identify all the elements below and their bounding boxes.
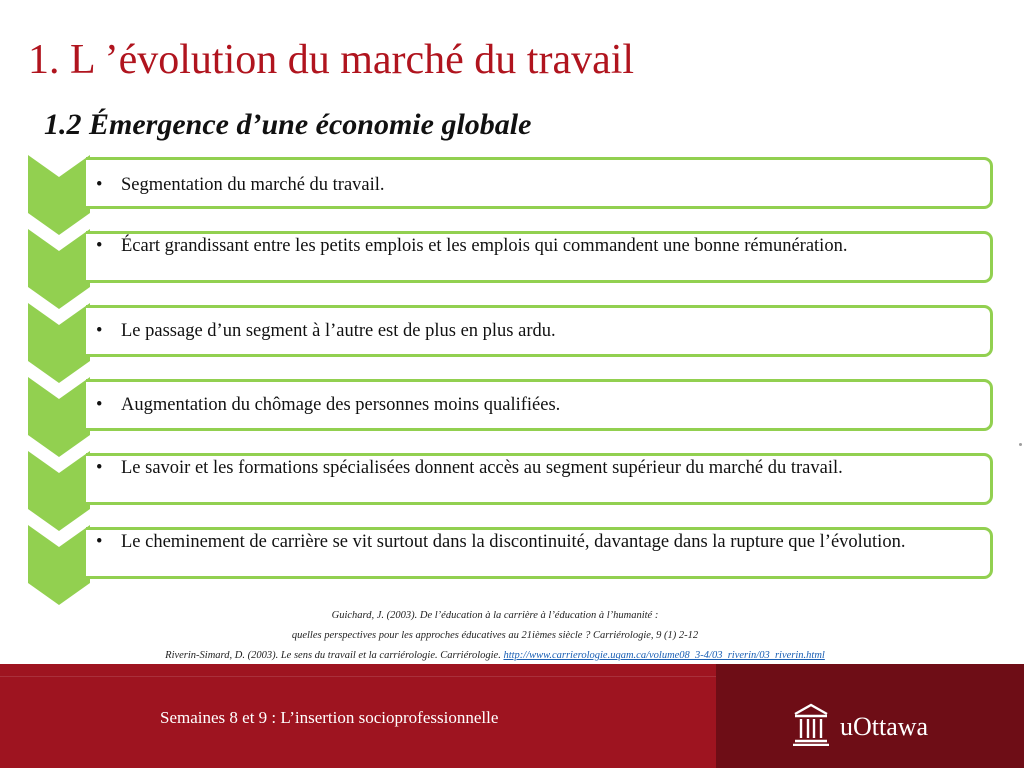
slide-subtitle: 1.2 Émergence d’une économie globale <box>44 108 532 141</box>
list-item <box>0 451 1024 531</box>
footer-divider <box>0 676 716 677</box>
course-title: Semaines 8 et 9 : L’insertion socioprofessionnelle <box>160 708 499 727</box>
item-text: Le passage d’un segment à l’autre est de plus en plus ardu. <box>121 321 556 341</box>
bullet-marker: • <box>96 458 103 478</box>
item-text: Écart grandissant entre les petits emplois et les emplois qui commandent une bonne rémunération. <box>121 236 848 256</box>
chevron-down-icon <box>28 451 90 531</box>
list-item <box>0 303 1024 383</box>
reference-line: quelles perspectives pour les approches éducatives au 21ièmes siècle ? Carriérologie, 9 (1) 2-12 <box>291 630 699 641</box>
reference-line: Guichard, J. (2003). De l’éducation à la carrière à l’éducation à l’humanité : <box>331 610 659 621</box>
list-item <box>0 155 1024 235</box>
item-text: Le cheminement de carrière se vit surtout dans la discontinuité, davantage dans la rupture que l’évolution. <box>121 532 906 552</box>
bullet-marker: • <box>96 321 103 341</box>
reference-text: Riverin-Simard, D. (2003). Le sens du travail et la carriérologie. Carriérologie. <box>165 650 504 661</box>
reference-link[interactable]: http://www.carrierologie.uqam.ca/volume08_3-4/03_riverin/03_riverin.html <box>503 650 825 661</box>
reference-line <box>0 646 990 666</box>
item-text: Le savoir et les formations spécialisées donnent accès au segment supérieur du marché du travail. <box>121 458 843 478</box>
logo-text: uOttawa <box>840 712 929 741</box>
chevron-down-icon <box>28 525 90 605</box>
chevron-down-icon <box>28 303 90 383</box>
list-item <box>0 229 1024 309</box>
bullet-marker: • <box>96 175 103 195</box>
list-item <box>0 377 1024 457</box>
item-text: Segmentation du marché du travail. <box>121 175 385 195</box>
bullet-marker: • <box>96 532 103 552</box>
bullet-marker: • <box>96 395 103 415</box>
building-icon <box>792 702 830 746</box>
list-item <box>0 525 1024 605</box>
decorative-dot <box>1019 443 1022 446</box>
item-text: Augmentation du chômage des personnes moins qualifiées. <box>121 395 561 415</box>
chevron-down-icon <box>28 377 90 457</box>
references <box>0 606 990 666</box>
chevron-down-icon <box>28 155 90 235</box>
chevron-down-icon <box>28 229 90 309</box>
bullet-marker: • <box>96 236 103 256</box>
slide-title: 1. L ’évolution du marché du travail <box>28 37 635 83</box>
